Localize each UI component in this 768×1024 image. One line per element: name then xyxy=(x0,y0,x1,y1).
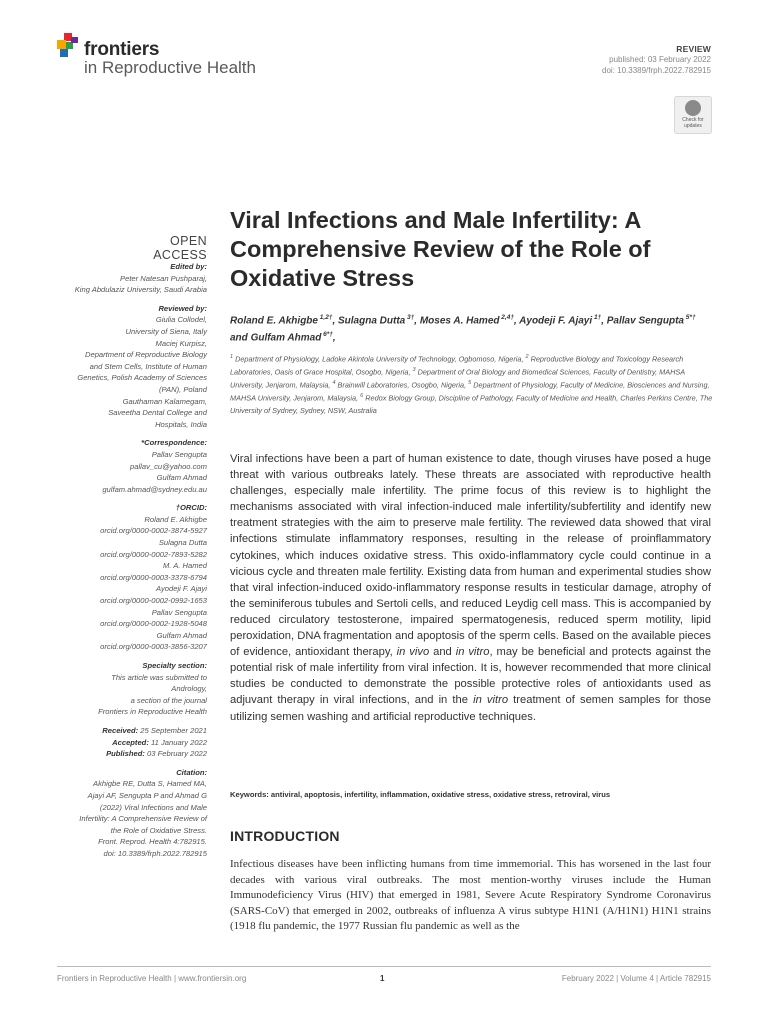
author-name[interactable]: Gulfam Ahmad xyxy=(250,332,322,344)
edited-by-list xyxy=(40,273,207,296)
sidebar-line: Department of Reproductive Biology xyxy=(85,350,207,360)
section-heading-introduction: INTRODUCTION xyxy=(230,828,340,844)
page-number: 1 xyxy=(380,974,385,983)
author-superscript: 5*† xyxy=(684,314,696,321)
sidebar-line: orcid.org/0000-0002-0992-1653 xyxy=(100,596,207,606)
footer-divider xyxy=(57,966,711,967)
article-info-sidebar xyxy=(40,261,207,860)
sidebar-line: doi: 10.3389/frph.2022.782915 xyxy=(103,848,207,858)
abstract-italic-term: in vivo xyxy=(396,646,430,659)
article-title: Viral Infections and Male Infertility: A Comprehensive Review of the Role of Oxidative Stress xyxy=(230,207,651,291)
author-name[interactable]: Roland E. Akhigbe xyxy=(230,315,318,327)
article-dates xyxy=(40,725,207,760)
sidebar-line: the Role of Oxidative Stress. xyxy=(110,825,207,835)
sidebar-line: M. A. Hamed xyxy=(162,561,207,571)
affiliation-number: 1 xyxy=(230,354,234,360)
article-type-label: REVIEW xyxy=(676,44,711,54)
sidebar-line: Saveetha Dental College and xyxy=(108,408,207,418)
accepted-date: Accepted: 11 January 2022 xyxy=(112,737,207,747)
sidebar-line: (2022) Viral Infections and Male xyxy=(99,802,207,812)
abstract-text: and xyxy=(429,646,456,659)
sidebar-line: (PAN), Poland xyxy=(159,384,207,394)
sidebar-line: Ajayi AF, Sengupta P and Ahmad G xyxy=(87,790,207,800)
sidebar-line: Andrology, xyxy=(171,684,207,694)
affiliation-text: Redox Biology Group, Discipline of Pathology, Faculty of Medicine and Health, Charles Perkins Centre, The University of Sydney, Sydney, NSW, Australia xyxy=(230,393,713,415)
correspondence-list xyxy=(40,449,207,495)
frontiers-logo-icon xyxy=(57,33,79,59)
sidebar-line: Sulagna Dutta xyxy=(158,538,207,548)
sidebar-line: orcid.org/0000-0002-1928-5048 xyxy=(100,619,207,629)
published-date: published: 03 February 2022 xyxy=(609,55,711,64)
author-name[interactable]: Ayodeji F. Ajayi xyxy=(519,315,593,327)
author-name[interactable]: Sulagna Dutta xyxy=(338,315,406,327)
journal-brand: frontiers xyxy=(84,39,160,60)
citation-list xyxy=(40,778,207,859)
abstract-text: , may be beneficial and protects against the potential risk of male infertility from viral infection. It is, however recommended that more clinical studies be conducted to demonstrate the possible protective roles of antioxidants used as adjuvant therapy in viral infections, and in the xyxy=(230,646,712,707)
sidebar-line: King Abdulaziz University, Saudi Arabia xyxy=(74,285,207,295)
affiliation-number: 2 xyxy=(525,354,529,360)
sidebar-line: a section of the journal xyxy=(130,695,207,705)
affiliation-number: 5 xyxy=(468,380,472,387)
sidebar-line: Genetics, Polish Academy of Sciences xyxy=(77,373,207,383)
affiliations xyxy=(230,352,720,416)
abstract-text: treatment of semen samples for those utilizing semen washing and artificial reproductive techniques. xyxy=(230,694,712,723)
specialty-heading: Specialty section: xyxy=(142,661,207,670)
doi-link[interactable]: doi: 10.3389/frph.2022.782915 xyxy=(602,66,711,75)
abstract xyxy=(230,451,711,725)
reviewed-by-heading: Reviewed by: xyxy=(158,303,207,313)
sidebar-line: and Stem Cells, Institute of Human xyxy=(89,361,207,371)
published-date-sidebar: Published: 03 February 2022 xyxy=(106,749,207,759)
keywords: Keywords: antiviral, apoptosis, infertility, inflammation, oxidative stress, oxidative stress, retroviral, virus xyxy=(230,790,611,799)
sidebar-line: Pallav Sengupta xyxy=(151,449,207,459)
author-list: Roland E. Akhigbe $^{1,2\dagger}$, Sulagna Dutta $^{3\dagger}$, Moses A. Hamed $^{2,4\dagger}$, Ayodeji F. Ajayi $^{1\dagger}$, Pallav Sengupta $^{5*\dagger}$ and Gulfam Ahmad $^{6*\dagger}$, xyxy=(230,314,696,344)
sidebar-line: orcid.org/0000-0003-3378-6794 xyxy=(100,572,207,582)
sidebar-line: Akhigbe RE, Dutta S, Hamed MA, xyxy=(93,779,207,789)
affiliation-number: 3 xyxy=(412,367,416,374)
affiliation-number: 4 xyxy=(332,380,336,387)
affiliation-number: 6 xyxy=(360,393,364,400)
author-name[interactable]: Pallav Sengupta xyxy=(606,315,684,327)
author-superscript: 2,4† xyxy=(499,314,514,321)
edited-by-heading: Edited by: xyxy=(170,262,207,271)
sidebar-line: Infertility: A Comprehensive Review of xyxy=(79,814,207,824)
journal-name: in Reproductive Health xyxy=(84,58,256,77)
sidebar-line: University of Siena, Italy xyxy=(125,326,207,336)
abstract-italic-term: in vitro xyxy=(473,694,509,707)
sidebar-line: Front. Reprod. Health 4:782915. xyxy=(98,837,207,847)
sidebar-line: This article was submitted to xyxy=(111,672,207,682)
author-superscript: 6*† xyxy=(321,331,333,339)
citation-heading: Citation: xyxy=(176,767,207,777)
affiliation-text: Department of Physiology, Faculty of Medicine, Biosciences and Nursing, MAHSA University, Jenjarom, Malaysia, xyxy=(230,380,710,403)
check-for-updates-button[interactable] xyxy=(674,96,712,134)
sidebar-line: Ayodeji F. Ajayi xyxy=(155,584,207,594)
sidebar-line: Gulfam Ahmad xyxy=(156,473,207,483)
check-updates-label: Check for updates xyxy=(682,117,704,129)
sidebar-line: Gauthaman Kalamegam, xyxy=(122,396,207,406)
introduction-paragraph: Infectious diseases have been inflicting humans from time immemorial. This has worsened in the last four decades with various viral outbreaks. The most mention-worthy viruses include the Human Immunodeficiency Virus (HIV) that emerged in 1981, Severe Acute Respiratory Syndrome Coronavirus (SARS-CoV) that emerged in 2002, outbreaks of influenza A virus subtype H1N1 (A/H1N1) H1N1 strains (1918 flu pandemic, the 1977 Russian flu pandemic as well as the xyxy=(230,858,711,933)
reviewed-by-list xyxy=(40,314,207,430)
author-superscript: 1† xyxy=(592,314,602,321)
sidebar-line: Hospitals, India xyxy=(155,419,207,429)
affiliation-text: Department of Oral Biology and Biomedical Sciences, Faculty of Dentistry, MAHSA University, Jenjarom, Malaysia, xyxy=(230,367,685,390)
open-access-label: OPEN ACCESS xyxy=(153,234,207,262)
sidebar-line: pallav_cu@yahoo.com xyxy=(130,461,207,471)
sidebar-line: Roland E. Akhigbe xyxy=(144,514,207,524)
sidebar-line: Peter Natesan Pushparaj, xyxy=(120,273,207,283)
sidebar-line: orcid.org/0000-0002-7893-5282 xyxy=(100,549,207,559)
orcid-list xyxy=(40,514,207,653)
footer-article-info: February 2022 | Volume 4 | Article 782915 xyxy=(561,974,711,983)
affiliation-text: Brainwill Laboratories, Osogbo, Nigeria, xyxy=(335,380,469,390)
specialty-list xyxy=(40,672,207,718)
abstract-text: Viral infections have been a part of human existence to date, though viruses have posed a huge threat with various outbreaks lately. These threats are associated with reproductive health challenges, especially male infertility. The prime focus of this review is to highlight the mechanisms associated with viral infection-induced male infertility/subfertility and identify new treatment strategies with the aim to preserve male fertility. The reviewed data showed that viral infections stimulate inflammatory responses, resulting in the release of proinflammatory cytokines, which induces oxidative stress. This oxido-inflammatory cycle could continue in a vicious cycle and threaten male fertility. Existing data from human and experimental studies show that viral infection-induced oxido-inflammatory response results in testicular damage, atrophy of the seminiferous tubules and Sertoli cells, and reduced Leydig cell mass. This is accompanied by reduced circulatory testosterone, impaired spermatogenesis, reduced sperm motility, lipid peroxidation, DNA fragmentation and apoptosis of the sperm cells. Based on the available pieces of evidence, antioxidant therapy, xyxy=(230,453,711,659)
affiliation-text: Reproductive Biology and Toxicology Research Laboratories, Oasis of Grace Hospital, Osogbo, Nigeria, xyxy=(230,354,684,377)
received-date: Received: 25 September 2021 xyxy=(102,725,207,735)
sidebar-line: Maciej Kurpisz, xyxy=(155,338,207,348)
abstract-italic-term: in vitro xyxy=(455,646,490,659)
sidebar-line: Pallav Sengupta xyxy=(151,607,207,617)
footer-journal-link[interactable]: Frontiers in Reproductive Health | www.frontiersin.org xyxy=(57,974,247,983)
sidebar-line: orcid.org/0000-0003-3856-3207 xyxy=(100,642,207,652)
affiliation-text: Department of Physiology, Ladoke Akintola University of Technology, Ogbomoso, Nigeria, xyxy=(233,354,526,364)
sidebar-line: gulfam.ahmad@sydney.edu.au xyxy=(102,484,207,494)
sidebar-line: Frontiers in Reproductive Health xyxy=(98,707,207,717)
sidebar-line: Gulfam Ahmad xyxy=(156,630,207,640)
sidebar-line: orcid.org/0000-0002-3874-5927 xyxy=(100,526,207,536)
orcid-heading: †ORCID: xyxy=(175,503,207,513)
author-name[interactable]: Moses A. Hamed xyxy=(419,315,500,327)
check-updates-icon xyxy=(685,100,701,116)
author-superscript: 1,2† xyxy=(317,314,333,321)
correspondence-heading: *Correspondence: xyxy=(141,438,207,448)
sidebar-line: Giulia Collodel, xyxy=(155,315,207,325)
author-superscript: 3† xyxy=(405,314,415,321)
